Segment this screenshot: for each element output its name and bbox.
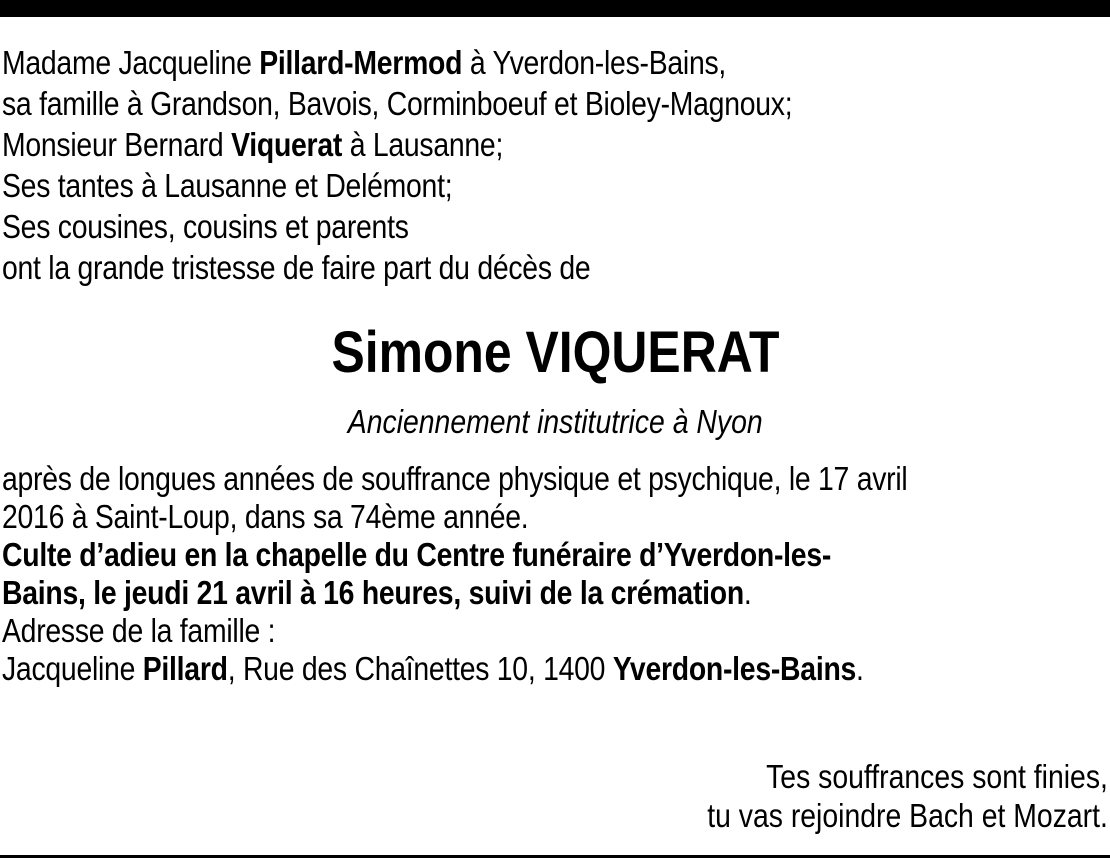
bottom-rule <box>0 855 1110 858</box>
deceased-name: Simone VIQUERAT <box>330 320 780 385</box>
address-surname: Pillard <box>142 650 228 687</box>
intro-line-2: sa famille à Grandson, Bavois, Corminboeuf et Bioley-Magnoux; <box>2 85 793 122</box>
punctuation: . <box>856 650 864 687</box>
intro-text: Madame Jacqueline <box>2 44 260 81</box>
deceased-occupation-block <box>0 402 1110 442</box>
intro-line-1 <box>2 42 792 83</box>
intro-line-5: Ses cousines, cousins et parents <box>2 208 409 245</box>
top-rule <box>0 0 1110 17</box>
verse-line-2: tu vas rejoindre Bach et Mozart. <box>707 797 1108 834</box>
ceremony-details: Bains, le jeudi 21 avril à 16 heures, suivi de la crémation <box>2 574 744 611</box>
verse-line-1: Tes souffrances sont finies, <box>766 758 1108 795</box>
ceremony-line-1: Culte d’adieu en la chapelle du Centre funéraire d’Yverdon-les- <box>2 536 832 573</box>
deceased-name-block <box>0 318 1110 388</box>
punctuation: . <box>743 574 752 611</box>
address-city: Yverdon-les-Bains <box>612 650 857 687</box>
body-line-1: après de longues années de souffrance physique et psychique, le 17 avril <box>2 460 908 497</box>
address-label: Adresse de la famille : <box>2 612 276 649</box>
deceased-occupation: Anciennement institutrice à Nyon <box>347 403 763 440</box>
family-announcement <box>2 42 792 288</box>
address-street: , Rue des Chaînettes 10, 1400 <box>227 650 613 687</box>
intro-line-3 <box>2 124 792 165</box>
intro-text: à Lausanne; <box>342 126 504 163</box>
ceremony-line-2 <box>2 574 907 612</box>
intro-text: Monsieur Bernard <box>2 126 232 163</box>
intro-line-6: ont la grande tristesse de faire part du décès de <box>2 249 591 286</box>
family-address <box>2 650 907 688</box>
intro-line-4: Ses tantes à Lausanne et Delémont; <box>2 167 453 204</box>
address-first-name: Jacqueline <box>2 650 143 687</box>
closing-verse <box>642 757 1108 835</box>
body-line-2: 2016 à Saint-Loup, dans sa 74ème année. <box>2 498 529 535</box>
family-surname: Pillard-Mermod <box>259 44 463 81</box>
family-surname: Viquerat <box>231 126 343 163</box>
announcement-body <box>2 460 907 688</box>
intro-text: à Yverdon-les-Bains, <box>462 44 727 81</box>
